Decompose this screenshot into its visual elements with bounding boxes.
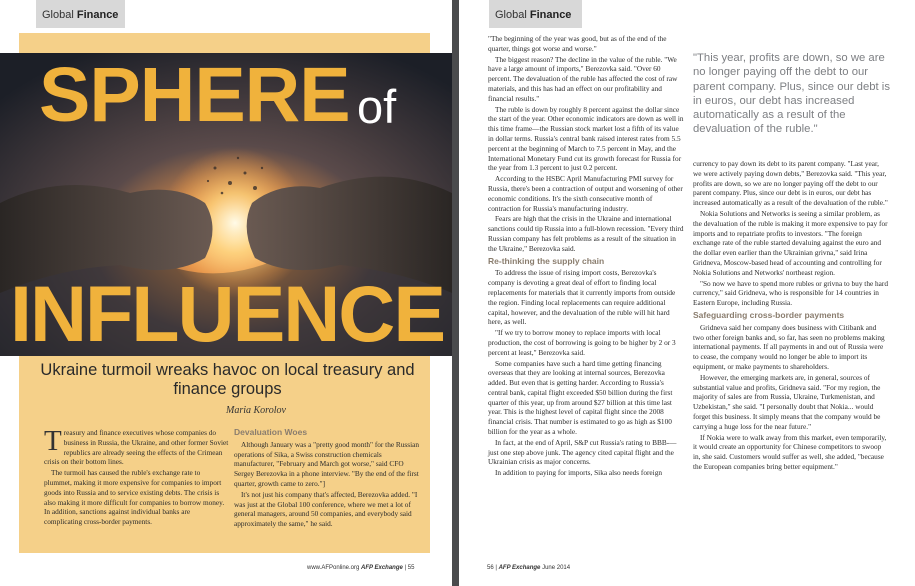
section-tab-bold: Finance bbox=[529, 9, 572, 21]
page-footer: 56 | AFP Exchange June 2014 bbox=[487, 565, 571, 571]
paragraph: According to the HSBC April Manufacturing PMI survey for Russia, there's been a contraction of output and worsening of other economic conditions. It's the sixth consecutive month of contraction for Russia's manufacturing industry. bbox=[488, 174, 683, 213]
drop-cap: T bbox=[44, 425, 62, 457]
paragraph: However, the emerging markets are, in general, sources of substantial value and profits, Gridneva said. "For my region, the majority of sales are from Russia, Ukraine, Turkmenistan, and Uzbekistan," she said. "I personally doubt that Nokia... would forget this business. It simply means that the company would be carrying a huge loss for the near future." bbox=[693, 372, 881, 431]
paragraph: currency to pay down its debt to its parent company. "Last year, we were actively paying down debts," Berezovka said. "This year, profits are down, so we are no longer paying off the debt to our parent company. Plus, since our debt is in euros, our debt has increased automatically as a result of the devaluation of the ruble." bbox=[693, 159, 888, 208]
page-number: 55 bbox=[407, 565, 415, 571]
page-number: 56 bbox=[487, 565, 494, 571]
devaluation-column bbox=[234, 428, 419, 530]
section-tab-prefix: Global bbox=[42, 9, 74, 21]
paragraph: "So now we have to spend more rubles or grivna to buy the hard currency," said Gridneva, who is responsible for 14 countries in Eastern Europe, including Russia. bbox=[693, 278, 888, 308]
byline: Maria Korolov bbox=[226, 405, 286, 416]
paragraph: Nokia Solutions and Networks is seeing a similar problem, as the devaluation of the ruble is making it more expensive to pay for imports and to repatriate profits to investors. "The foreign exchange rate of the ruble started devaluing against the euro and the dollar even earlier than the Ukrainian grivna," said Irina Gridneva, Moscow-based head of accounting and controlling for Nokia Solutions and Networks' northeast region. bbox=[693, 208, 888, 277]
pull-quote: "This year, profits are down, so we are no longer paying off the debt to our parent company. Plus, since our debt is in euros, our debt has increased automatically as a result of the devaluation of the ruble." bbox=[693, 52, 890, 136]
section-tab bbox=[489, 0, 582, 28]
section-tab bbox=[36, 0, 125, 28]
paragraph: The ruble is down by roughly 8 percent against the dollar since the start of the year. Other economic indicators are down as well in this time frame—the Russian stock market lost a fifth of its value in dollar terms. Russia's central bank raised interest rates from 5.5 percent at the beginning of March to 7.5 percent in May, and the International Monetary Fund cut its growth forecast for Russia for the year from 1.3 percent to just 0.2 percent. bbox=[488, 104, 684, 173]
section-tab-bold: Finance bbox=[76, 9, 119, 21]
paragraph: The turmoil has caused the ruble's exchange rate to plummet, making it more expensive for companies to import goods into Russia and to service existing debts. The crisis is also making it more difficult for companies to borrow money. In addition, sanctions against individual banks are complicating cross-border payments. bbox=[44, 468, 225, 527]
intro-column bbox=[44, 425, 229, 528]
book-gutter bbox=[452, 0, 459, 586]
paragraph: It's not just his company that's affected, Berezovka added. "I was just at the Global 100 conference, where we met a lot of general managers, around 50 companies, and everybody said approximately the same," he said. bbox=[234, 489, 418, 529]
left-page bbox=[0, 0, 452, 586]
article-column-1 bbox=[488, 34, 684, 479]
article-column-2 bbox=[693, 159, 889, 473]
title-word-influence: INFLUENCE bbox=[10, 269, 445, 358]
paragraph: "If we try to borrow money to replace imports with local production, the cost of borrowing is going to be higher by 2 or 3 percent at least," Berezovka said. bbox=[488, 328, 676, 357]
paragraph: To address the issue of rising import costs, Berezovka's company is devoting a great deal of effort to finding local replacements for materials that it currently imports from outside the region. Finding local replacements can require additional capital, however, and the devaluation of the ruble will hit hard here, as well. bbox=[488, 268, 676, 327]
title-word-sphere: SPHERE bbox=[39, 52, 350, 138]
paragraph: Some companies have such a hard time getting financing overseas that they are looking at internal sources, Berezovka added. But even that is getting harder. According to Russia's central bank, capital flight exceeded $50 billion during the first quarter of this year, up from around $27 billion at this time last year. This is the highest level of capital flight since the 2008 financial crisis. That number is estimated to go as high as $100 billion for the year as a whole. bbox=[488, 358, 673, 437]
section-heading: Devaluation Woes bbox=[234, 427, 308, 437]
paragraph: If Nokia were to walk away from this market, even temporarily, it would create an opportunity for Chinese competitors to swoop in, she said. Customers would suffer as well, she added, "because the European companies bring better equipment." bbox=[693, 432, 887, 471]
paragraph: "The beginning of the year was good, but as of the end of the quarter, things got worse and worse." bbox=[488, 34, 667, 53]
section-tab-prefix: Global bbox=[495, 9, 527, 21]
section-heading: Safeguarding cross-border payments bbox=[693, 309, 845, 320]
paragraph: In addition to paying for imports, Sika also needs foreign bbox=[495, 468, 662, 478]
title-word-of: of bbox=[357, 80, 397, 133]
intro-paragraph: Treasury and finance executives whose companies do business in Russia, the Ukraine, and other former Soviet republics are already seeing the effects of the Crimean crisis on their bottom lines. bbox=[44, 425, 229, 467]
paragraph: Although January was a "pretty good month" for the Russian operations of Sika, a Swiss construction chemicals manufacturer, "February and March got worse," said CFO Sergey Berezovka in a phone interview. "By the end of the first quarter, growth came to zero."] bbox=[234, 439, 420, 488]
paragraph: Gridneva said her company does business with Citibank and two other foreign banks and, so far, has seen no problems making international payments. If all payments in and out of Russia were to cease, the company would no longer be able to import its equipment, or make payments to shareholders. bbox=[693, 322, 885, 371]
section-heading: Re-thinking the supply chain bbox=[488, 255, 605, 266]
paragraph: In fact, at the end of April, S&P cut Russia's rating to BBB-—just one step above junk. The agency cited capital flight and the Ukrainian crisis as major concerns. bbox=[488, 437, 677, 467]
right-page bbox=[459, 0, 915, 586]
paragraph: The biggest reason? The decline in the value of the ruble. "We have a large amount of imports," Berezovka said. "Over 60 percent. The devaluation of the ruble has affected the cost of raw materials, and this has had an effect on our profitability and financial results." bbox=[488, 54, 678, 103]
page-footer: www.AFPonline.org AFP Exchange | 55 bbox=[307, 565, 415, 571]
paragraph: Fears are high that the crisis in the Ukraine and international sanctions could tip Russia into a full-blown recession. "Every third Russian company has felt problems as a result of the situation in the Ukraine," Berezovka said. bbox=[488, 214, 684, 253]
subtitle: Ukraine turmoil wreaks havoc on local treasury and finance groups bbox=[40, 361, 415, 398]
